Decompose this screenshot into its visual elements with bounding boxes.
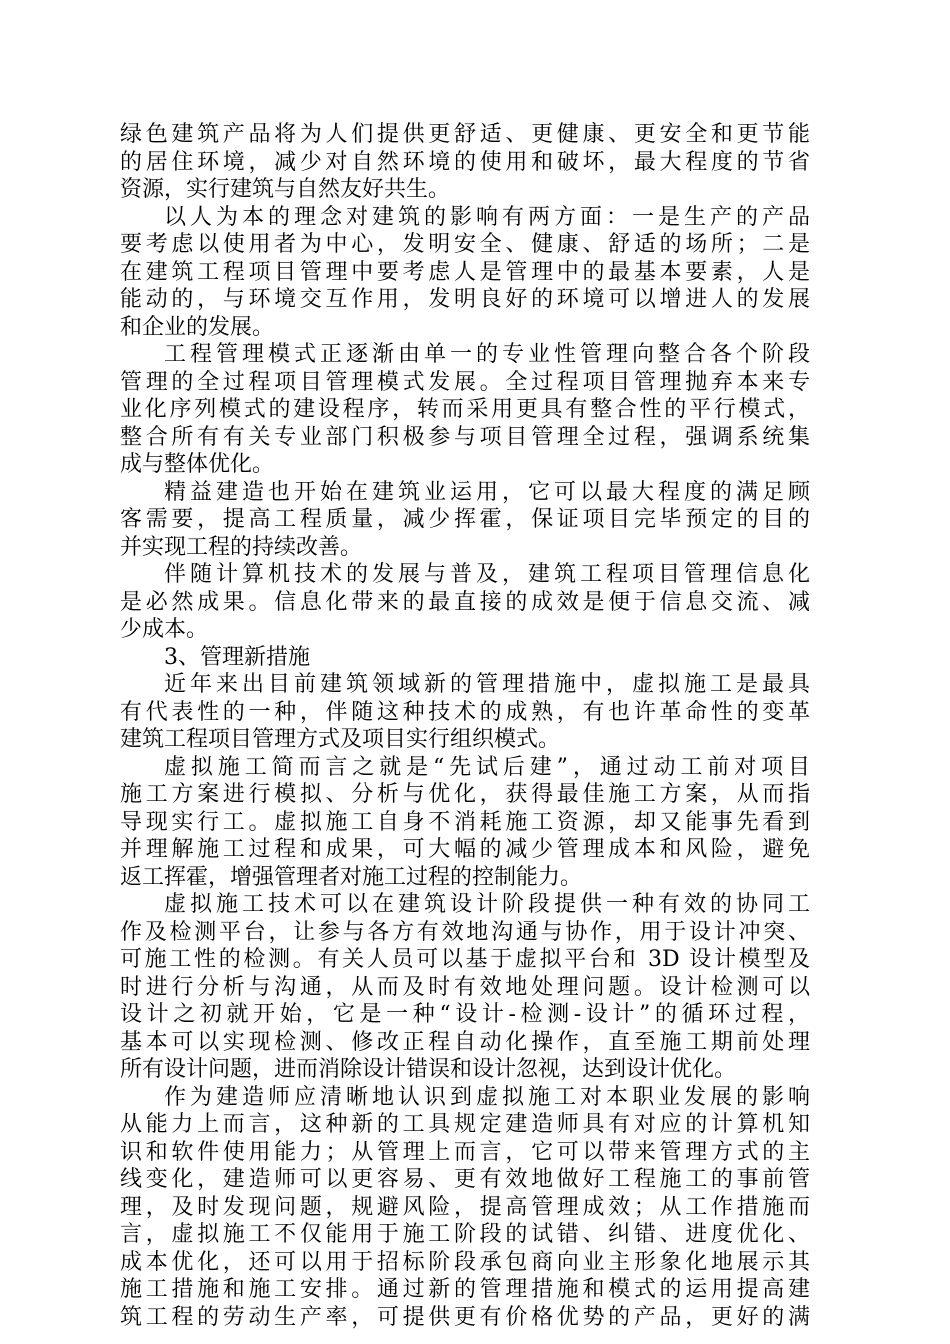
text-line: 线变化，建造师可以更容易、更有效地做好工程施工的事前管 bbox=[120, 1167, 810, 1192]
text-line: 近年来出目前建筑领域新的管理措施中，虚拟施工是最具 bbox=[164, 672, 810, 697]
text-line: 虚拟施工简而言之就是“先试后建”，通过动工前对项目 bbox=[164, 754, 810, 780]
text-line: 筑工程的劳动生产率，可提供更有价格优势的产品，更好的满 bbox=[120, 1304, 810, 1330]
paragraph bbox=[120, 204, 810, 342]
text-line: 管理的全过程项目管理模式发展。全过程项目管理抛弃本来专 bbox=[120, 369, 810, 395]
text-line: 能动的，与环境交互作用，发明良好的环境可以增进人的发展 bbox=[120, 287, 810, 312]
paragraph bbox=[120, 561, 810, 644]
text-line: 业化序列模式的建设程序，转而采用更具有整合性的平行模式， bbox=[120, 397, 810, 422]
text-line: 作及检测平台，让参与各方有效地沟通与协作，用于设计冲突、 bbox=[120, 919, 810, 945]
text-line: 言，虚拟施工不仅能用于施工阶段的试错、纠错、进度优化、 bbox=[120, 1222, 810, 1247]
text-line: 整合所有有关专业部门积极参与项目管理全过程，强调系统集 bbox=[120, 424, 810, 450]
text-line: 绿色建筑产品将为人们提供更舒适、更健康、更安全和更节能 bbox=[120, 122, 810, 147]
text-line: 时进行分析与沟通，从而及时有效地处理问题。设计检测可以 bbox=[120, 974, 810, 1000]
text-line: 返工挥霍，增强管理者对施工过程的控制能力。 bbox=[120, 864, 583, 890]
paragraph bbox=[120, 891, 810, 1084]
text-line: 作为建造师应清晰地认识到虚拟施工对本职业发展的影响 bbox=[164, 1084, 810, 1110]
paragraph bbox=[120, 1084, 810, 1332]
text-line: 并实现工程的持续改善。 bbox=[120, 534, 363, 560]
text-line: 伴随计算机技术的发展与普及，建筑工程项目管理信息化 bbox=[164, 562, 810, 587]
text-line: 以人为本的理念对建筑的影响有两方面：一是生产的产品 bbox=[164, 204, 810, 230]
text-line: 所有设计问题，进而消除设计错误和设计忽视，达到设计优化。 bbox=[120, 1057, 737, 1082]
text-line: 3、管理新措施 bbox=[164, 644, 310, 670]
section-heading bbox=[120, 644, 810, 672]
text-line: 从能力上而言，这种新的工具规定建造师具有对应的计算机知 bbox=[120, 1112, 810, 1137]
text-line: 导现实行工。虚拟施工自身不消耗施工资源，却又能事先看到 bbox=[120, 809, 810, 835]
text-line: 识和软件使用能力；从管理上而言，它可以带来管理方式的主 bbox=[120, 1139, 810, 1165]
paragraph bbox=[120, 754, 810, 892]
text-line: 施工方案进行模拟、分析与优化，获得最佳施工方案，从而指 bbox=[120, 782, 810, 807]
text-line: 施工措施和施工安排。通过新的管理措施和模式的运用提高建 bbox=[120, 1277, 810, 1302]
text-line: 成本优化，还可以用于招标阶段承包商向业主形象化地展示其 bbox=[120, 1249, 810, 1275]
text-line: 有代表性的一种，伴随这种技术的成熟，有也许革命性的变革 bbox=[120, 699, 810, 725]
text-line: 可施工性的检测。有关人员可以基于虚拟平台和 3D 设计模型及 bbox=[120, 947, 810, 972]
text-line: 成与整体优化。 bbox=[120, 452, 275, 477]
text-line: 虚拟施工技术可以在建筑设计阶段提供一种有效的协同工 bbox=[164, 892, 810, 917]
paragraph bbox=[120, 479, 810, 562]
text-line: 要考虑以使用者为中心，发明安全、健康、舒适的场所；二是 bbox=[120, 232, 810, 257]
text-line: 工程管理模式正逐渐由单一的专业性管理向整合各个阶段 bbox=[164, 342, 810, 367]
text-line: 建筑工程项目管理方式及项目实行组织模式。 bbox=[120, 727, 561, 752]
text-line: 是必然成果。信息化带来的最直接的成效是便于信息交流、减 bbox=[120, 589, 810, 615]
text-line: 客需要，提高工程质量，减少挥霍，保证项目完毕预定的目的 bbox=[120, 507, 810, 532]
text-line: 在建筑工程项目管理中要考虑人是管理中的最基本要素，人是 bbox=[120, 259, 810, 285]
text-line: 的居住环境，减少对自然环境的使用和破坏，最大程度的节省 bbox=[120, 149, 810, 175]
text-line: 少成本。 bbox=[120, 617, 209, 642]
paragraph bbox=[120, 671, 810, 754]
document-body bbox=[120, 121, 810, 1331]
text-line: 并理解施工过程和成果，可大幅的减少管理成本和风险，避免 bbox=[120, 837, 810, 862]
text-line: 设计之初就开始，它是一种“设计-检测-设计”的循环过程， bbox=[120, 1002, 810, 1027]
text-line: 精益建造也开始在建筑业运用，它可以最大程度的满足顾 bbox=[164, 479, 810, 505]
paragraph bbox=[120, 341, 810, 479]
text-line: 基本可以实现检测、修改正程自动化操作，直至施工期前处理 bbox=[120, 1029, 810, 1055]
text-line: 理，及时发现问题，规避风险，提高管理成效；从工作措施而 bbox=[120, 1194, 810, 1220]
text-line: 资源，实行建筑与自然友好共生。 bbox=[120, 177, 451, 202]
paragraph bbox=[120, 121, 810, 204]
text-line: 和企业的发展。 bbox=[120, 314, 275, 340]
